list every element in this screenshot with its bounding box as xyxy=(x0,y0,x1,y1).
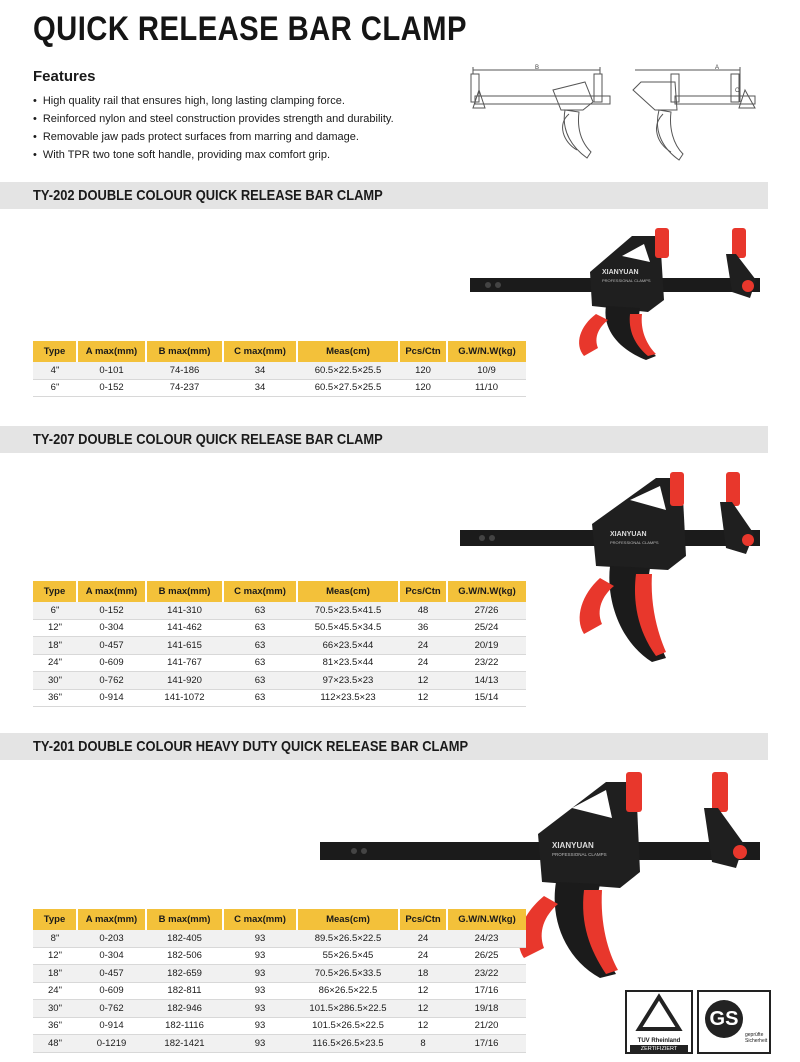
table-cell: 89.5×26.5×22.5 xyxy=(297,930,399,947)
diagram-label-c: C xyxy=(735,88,740,94)
brand-subtext: PROFESSIONAL CLAMPS xyxy=(552,852,607,857)
header-meas: Meas(cm) xyxy=(297,341,399,362)
table-cell: 18 xyxy=(399,965,447,983)
table-row xyxy=(33,619,526,637)
table-cell: 93 xyxy=(223,930,297,947)
table-row xyxy=(33,672,526,690)
diagram-label-b: B xyxy=(535,65,540,71)
table-cell: 141-615 xyxy=(146,637,223,655)
header-c-max: C max(mm) xyxy=(223,909,297,930)
header-pcs: Pcs/Ctn xyxy=(399,909,447,930)
table-cell: 182-1116 xyxy=(146,1017,223,1035)
header-meas: Meas(cm) xyxy=(297,909,399,930)
table-cell: 0-762 xyxy=(77,1000,146,1018)
table-cell: 63 xyxy=(223,619,297,637)
table-cell: 141-462 xyxy=(146,619,223,637)
table-cell: 24 xyxy=(399,930,447,947)
table-cell: 48" xyxy=(33,1035,77,1053)
header-weight: G.W/N.W(kg) xyxy=(447,341,526,362)
table-row xyxy=(33,362,526,379)
table-row xyxy=(33,654,526,672)
diagram-label-a: A xyxy=(715,65,720,71)
table-cell: 74-237 xyxy=(146,379,223,397)
table-cell: 12 xyxy=(399,1000,447,1018)
tuv-certification-logo xyxy=(625,990,693,1054)
table-cell: 24" xyxy=(33,654,77,672)
table-cell: 120 xyxy=(399,362,447,379)
table-cell: 23/22 xyxy=(447,965,526,983)
table-cell: 0-609 xyxy=(77,982,146,1000)
section-title: TY-202 DOUBLE COLOUR QUICK RELEASE BAR CLAMP xyxy=(33,187,383,204)
table-cell: 0-1219 xyxy=(77,1035,146,1053)
table-row xyxy=(33,965,526,983)
gs-certification-logo xyxy=(697,990,771,1054)
brand-subtext: PROFESSIONAL CLAMPS xyxy=(602,278,651,283)
table-cell: 93 xyxy=(223,965,297,983)
table-cell: 63 xyxy=(223,689,297,707)
table-cell: 93 xyxy=(223,1035,297,1053)
table-cell: 12 xyxy=(399,982,447,1000)
table-row xyxy=(33,1017,526,1035)
table-cell: 30" xyxy=(33,1000,77,1018)
header-pcs: Pcs/Ctn xyxy=(399,581,447,602)
table-cell: 63 xyxy=(223,654,297,672)
table-cell: 12 xyxy=(399,1017,447,1035)
feature-item: • Reinforced nylon and steel construction provides strength and durability. xyxy=(33,110,394,128)
table-cell: 23/22 xyxy=(447,654,526,672)
brand-text: XIANYUAN xyxy=(610,531,647,538)
header-a-max: A max(mm) xyxy=(77,909,146,930)
table-cell: 63 xyxy=(223,672,297,690)
table-cell: 36" xyxy=(33,1017,77,1035)
table-cell: 60.5×27.5×25.5 xyxy=(297,379,399,397)
features-heading: Features xyxy=(33,68,96,85)
table-cell: 12 xyxy=(399,689,447,707)
table-row xyxy=(33,689,526,707)
feature-item: • Removable jaw pads protect surfaces from marring and damage. xyxy=(33,128,394,146)
table-cell: 0-914 xyxy=(77,689,146,707)
table-cell: 0-304 xyxy=(77,619,146,637)
table-cell: 182-659 xyxy=(146,965,223,983)
table-cell: 24" xyxy=(33,982,77,1000)
table-cell: 19/18 xyxy=(447,1000,526,1018)
table-cell: 24 xyxy=(399,654,447,672)
table-cell: 120 xyxy=(399,379,447,397)
table-cell: 17/16 xyxy=(447,1035,526,1053)
table-cell: 141-767 xyxy=(146,654,223,672)
table-cell: 36 xyxy=(399,619,447,637)
table-cell: 14/13 xyxy=(447,672,526,690)
header-a-max: A max(mm) xyxy=(77,341,146,362)
header-type: Type xyxy=(33,341,77,362)
table-cell: 12 xyxy=(399,672,447,690)
table-cell: 24 xyxy=(399,637,447,655)
table-cell: 112×23.5×23 xyxy=(297,689,399,707)
table-cell: 93 xyxy=(223,947,297,965)
feature-item: • High quality rail that ensures high, long lasting clamping force. xyxy=(33,92,394,110)
table-row xyxy=(33,637,526,655)
table-cell: 63 xyxy=(223,637,297,655)
table-cell: 70.5×26.5×33.5 xyxy=(297,965,399,983)
table-cell: 81×23.5×44 xyxy=(297,654,399,672)
table-cell: 0-101 xyxy=(77,362,146,379)
section-banner-ty201 xyxy=(0,733,768,760)
table-cell: 141-1072 xyxy=(146,689,223,707)
table-cell: 24/23 xyxy=(447,930,526,947)
header-c-max: C max(mm) xyxy=(223,341,297,362)
table-cell: 0-152 xyxy=(77,379,146,397)
table-row xyxy=(33,379,526,397)
table-cell: 20/19 xyxy=(447,637,526,655)
gs-mark: GS xyxy=(705,1000,743,1038)
header-b-max: B max(mm) xyxy=(146,341,223,362)
table-row xyxy=(33,1035,526,1053)
table-cell: 74-186 xyxy=(146,362,223,379)
table-cell: 18" xyxy=(33,637,77,655)
header-type: Type xyxy=(33,581,77,602)
table-cell: 11/10 xyxy=(447,379,526,397)
table-cell: 34 xyxy=(223,379,297,397)
spec-table-ty202 xyxy=(33,341,526,397)
table-cell: 15/14 xyxy=(447,689,526,707)
table-cell: 50.5×45.5×34.5 xyxy=(297,619,399,637)
table-cell: 27/26 xyxy=(447,602,526,619)
table-row xyxy=(33,602,526,619)
table-cell: 48 xyxy=(399,602,447,619)
spec-table-ty207 xyxy=(33,581,526,707)
header-weight: G.W/N.W(kg) xyxy=(447,909,526,930)
table-cell: 0-152 xyxy=(77,602,146,619)
table-row xyxy=(33,1000,526,1018)
table-cell: 17/16 xyxy=(447,982,526,1000)
header-weight: G.W/N.W(kg) xyxy=(447,581,526,602)
table-cell: 0-203 xyxy=(77,930,146,947)
table-cell: 93 xyxy=(223,982,297,1000)
table-cell: 0-457 xyxy=(77,637,146,655)
table-cell: 21/20 xyxy=(447,1017,526,1035)
header-b-max: B max(mm) xyxy=(146,581,223,602)
table-cell: 0-609 xyxy=(77,654,146,672)
header-c-max: C max(mm) xyxy=(223,581,297,602)
table-cell: 12" xyxy=(33,947,77,965)
page-title: QUICK RELEASE BAR CLAMP xyxy=(33,10,467,48)
features-list xyxy=(33,92,394,164)
table-cell: 36" xyxy=(33,689,77,707)
table-cell: 70.5×23.5×41.5 xyxy=(297,602,399,619)
table-cell: 25/24 xyxy=(447,619,526,637)
table-cell: 10/9 xyxy=(447,362,526,379)
table-cell: 93 xyxy=(223,1017,297,1035)
table-cell: 182-405 xyxy=(146,930,223,947)
table-cell: 0-304 xyxy=(77,947,146,965)
table-cell: 66×23.5×44 xyxy=(297,637,399,655)
table-cell: 6" xyxy=(33,379,77,397)
header-a-max: A max(mm) xyxy=(77,581,146,602)
section-title: TY-207 DOUBLE COLOUR QUICK RELEASE BAR CLAMP xyxy=(33,431,383,448)
table-cell: 182-946 xyxy=(146,1000,223,1018)
table-row xyxy=(33,947,526,965)
header-meas: Meas(cm) xyxy=(297,581,399,602)
table-cell: 141-920 xyxy=(146,672,223,690)
table-cell: 101.5×26.5×22.5 xyxy=(297,1017,399,1035)
table-cell: 63 xyxy=(223,602,297,619)
table-cell: 182-811 xyxy=(146,982,223,1000)
table-row xyxy=(33,930,526,947)
table-cell: 8" xyxy=(33,930,77,947)
brand-text: XIANYUAN xyxy=(602,269,639,276)
brand-subtext: PROFESSIONAL CLAMPS xyxy=(610,540,659,545)
brand-text: XIANYUAN xyxy=(552,841,594,850)
table-cell: 93 xyxy=(223,1000,297,1018)
table-cell: 26/25 xyxy=(447,947,526,965)
gs-sublabel: geprüfte Sicherheit xyxy=(745,1032,768,1044)
table-cell: 0-457 xyxy=(77,965,146,983)
table-cell: 141-310 xyxy=(146,602,223,619)
tuv-label: TUV Rheinland xyxy=(637,1038,681,1044)
table-cell: 0-914 xyxy=(77,1017,146,1035)
table-cell: 0-762 xyxy=(77,672,146,690)
spec-table-ty201 xyxy=(33,909,526,1053)
table-cell: 116.5×26.5×23.5 xyxy=(297,1035,399,1053)
table-cell: 30" xyxy=(33,672,77,690)
table-cell: 12" xyxy=(33,619,77,637)
table-cell: 34 xyxy=(223,362,297,379)
section-banner-ty202 xyxy=(0,182,768,209)
table-cell: 24 xyxy=(399,947,447,965)
table-cell: 4" xyxy=(33,362,77,379)
table-cell: 60.5×22.5×25.5 xyxy=(297,362,399,379)
clamp-dimension-diagram xyxy=(465,62,775,172)
header-type: Type xyxy=(33,909,77,930)
tuv-triangle-icon xyxy=(627,992,691,1032)
header-pcs: Pcs/Ctn xyxy=(399,341,447,362)
table-cell: 182-506 xyxy=(146,947,223,965)
feature-item: • With TPR two tone soft handle, providing max comfort grip. xyxy=(33,146,394,164)
table-cell: 86×26.5×22.5 xyxy=(297,982,399,1000)
table-cell: 55×26.5×45 xyxy=(297,947,399,965)
table-row xyxy=(33,982,526,1000)
tuv-sublabel: ZERTIFIZIERT xyxy=(630,1045,688,1053)
table-cell: 6" xyxy=(33,602,77,619)
table-cell: 182-1421 xyxy=(146,1035,223,1053)
section-title: TY-201 DOUBLE COLOUR HEAVY DUTY QUICK RELEASE BAR CLAMP xyxy=(33,738,469,755)
table-cell: 97×23.5×23 xyxy=(297,672,399,690)
table-cell: 18" xyxy=(33,965,77,983)
table-cell: 101.5×286.5×22.5 xyxy=(297,1000,399,1018)
header-b-max: B max(mm) xyxy=(146,909,223,930)
table-cell: 8 xyxy=(399,1035,447,1053)
section-banner-ty207 xyxy=(0,426,768,453)
